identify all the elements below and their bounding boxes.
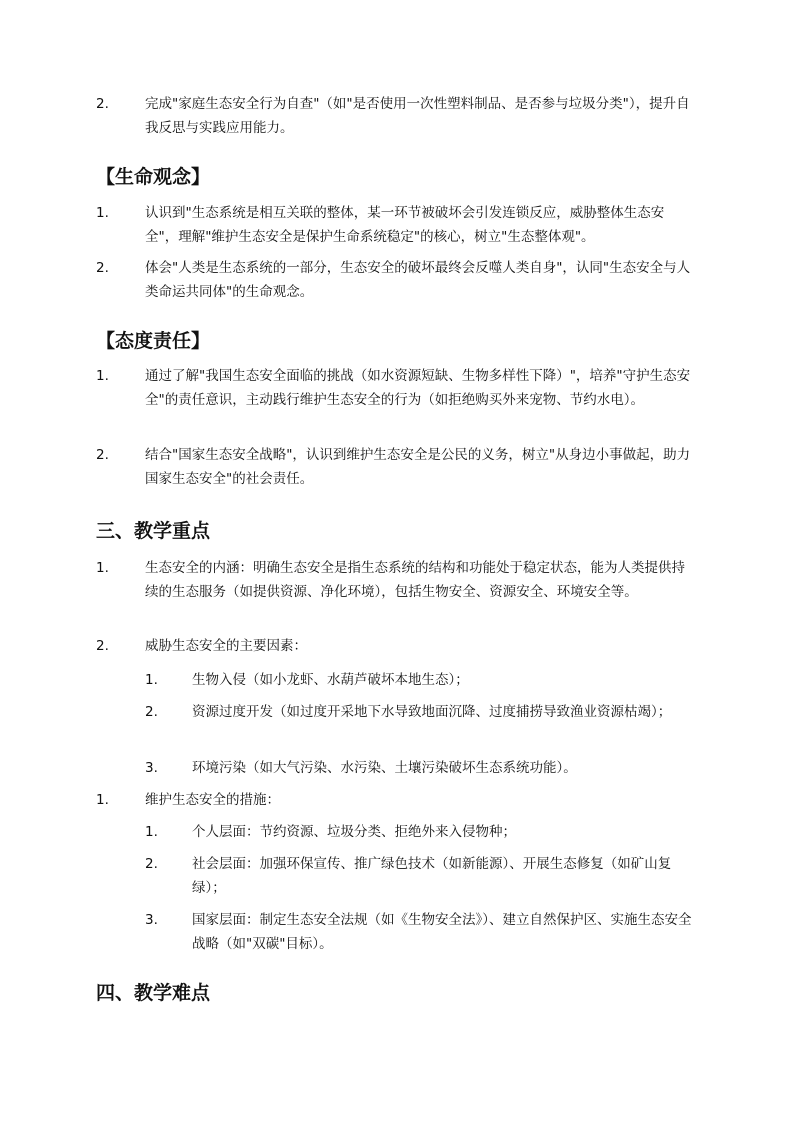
list-text: 资源过度开发（如过度开采地下水导致地面沉降、过度捕捞导致渔业资源枯竭）； — [192, 704, 672, 720]
sub-list-item — [145, 852, 700, 900]
list-item — [96, 634, 696, 658]
list-item — [96, 201, 696, 249]
list-text: 个人层面：节约资源、垃圾分类、拒绝外来入侵物种； — [192, 824, 516, 840]
list-number: 1. — [96, 205, 109, 221]
list-number: 3. — [145, 912, 158, 928]
list-item — [96, 788, 696, 812]
list-number: 2. — [96, 260, 109, 276]
sub-list-item — [145, 756, 700, 780]
list-text: 体会"人类是生态系统的一部分，生态安全的破坏最终会反噬人类自身"，认同"生态安全与人类命运共同体"的生命观念。 — [145, 260, 691, 300]
list-item — [96, 364, 696, 412]
list-number: 2. — [145, 704, 158, 720]
list-number: 1. — [145, 824, 158, 840]
list-item — [96, 443, 696, 491]
list-number: 2. — [145, 856, 158, 872]
list-number: 2. — [96, 447, 109, 463]
sub-list-item — [145, 908, 700, 956]
list-number: 2. — [96, 96, 109, 112]
list-item — [96, 556, 696, 604]
list-item — [96, 92, 696, 140]
list-text: 完成"家庭生态安全行为自查"（如"是否使用一次性塑料制品、是否参与垃圾分类"），提升自我反思与实践应用能力。 — [145, 96, 690, 136]
list-number: 2. — [96, 638, 109, 654]
list-number: 1. — [96, 560, 109, 576]
section-heading-key-points: 三、教学重点 — [96, 520, 211, 542]
list-number: 1. — [96, 792, 109, 808]
list-text: 环境污染（如大气污染、水污染、土壤污染破坏生态系统功能）。 — [192, 760, 577, 776]
section-heading-attitude: 【态度责任】 — [96, 330, 211, 352]
list-text: 结合"国家生态安全战略"，认识到维护生态安全是公民的义务，树立"从身边小事做起，助力国家生态安全"的社会责任。 — [145, 447, 691, 487]
sub-list-item — [145, 668, 700, 692]
list-item — [96, 256, 696, 304]
list-text: 威胁生态安全的主要因素： — [145, 638, 307, 654]
list-text: 国家层面：制定生态安全法规（如《生物安全法》）、建立自然保护区、实施生态安全战略（如"双碳"目标）。 — [192, 912, 692, 952]
list-text: 社会层面：加强环保宣传、推广绿色技术（如新能源）、开展生态修复（如矿山复绿）； — [192, 856, 672, 896]
section-heading-difficulties: 四、教学难点 — [96, 982, 211, 1004]
section-heading-life-view: 【生命观念】 — [96, 166, 211, 188]
list-text: 维护生态安全的措施： — [145, 792, 280, 808]
list-text: 生态安全的内涵：明确生态安全是指生态系统的结构和功能处于稳定状态，能为人类提供持续的生态服务（如提供资源、净化环境），包括生物安全、资源安全、环境安全等。 — [145, 560, 685, 600]
sub-list-item — [145, 820, 700, 844]
list-text: 通过了解"我国生态安全面临的挑战（如水资源短缺、生物多样性下降）"，培养"守护生态安全"的责任意识，主动践行维护生态安全的行为（如拒绝购买外来宠物、节约水电）。 — [145, 368, 691, 408]
list-number: 1. — [96, 368, 109, 384]
list-number: 3. — [145, 760, 158, 776]
list-text: 生物入侵（如小龙虾、水葫芦破坏本地生态）； — [192, 672, 469, 688]
list-text: 认识到"生态系统是相互关联的整体，某一环节被破坏会引发连锁反应，威胁整体生态安全"，理解"维护生态安全是保护生命系统稳定"的核心，树立"生态整体观"。 — [145, 205, 665, 245]
sub-list-item — [145, 700, 700, 724]
list-number: 1. — [145, 672, 158, 688]
